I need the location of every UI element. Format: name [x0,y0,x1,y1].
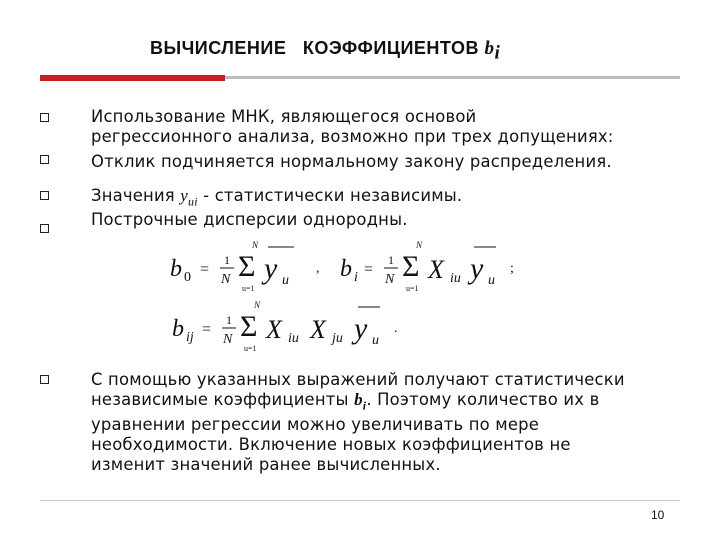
bullet-3-subscript: ui [188,194,198,209]
bullet-5-subscript: i [362,398,367,413]
f2-y-sub: u [488,273,495,288]
f3-y: y [354,312,368,345]
f2-den: N [385,272,395,287]
formula-bij [168,298,428,360]
f3-eq: = [202,321,212,338]
f3-lhs: b [172,316,184,342]
f2-x: X [428,255,444,284]
f3-lhs-sub: ij [186,330,194,345]
bullet-3-after: - статистически независимы. [197,186,463,205]
title-text: ВЫЧИСЛЕНИЕ КОЭФФИЦИЕНТОВ [150,38,485,58]
f1-tail: , [316,261,320,276]
f2-eq: = [364,261,374,278]
f3-num: 1 [226,313,232,327]
f1-num: 1 [224,253,230,267]
f2-lhs: b [340,256,352,282]
slide-title [150,38,500,65]
bullet-5-symbol: b [354,390,363,409]
f3-x1-sub: iu [288,331,299,346]
bullet-text-1: Использование МНК, являющегося основой регрессионного анализа, возможно при трех допущениях: [91,107,614,146]
f3-sum-bottom: u=1 [244,344,257,353]
f1-eq: = [200,261,210,278]
bullet-square-icon [40,191,49,200]
f1-lhs-sub: 0 [184,270,191,285]
f2-y: y [470,252,484,285]
bullet-3-before: Значения [91,186,181,205]
f1-y: y [264,252,278,285]
f3-tail: . [394,321,398,336]
f1-sigma: Σ [238,250,256,283]
f2-sum-bottom: u=1 [406,284,419,293]
f3-sigma: Σ [240,310,258,343]
f3-x1: X [266,315,282,344]
bullet-text-5 [91,370,716,475]
bullet-square-icon [40,224,49,233]
bullet-5-before: С помощью указанных выражений получают статистически независимые коэффициенты [91,370,625,409]
f1-sum-top: N [252,240,259,250]
f3-y-sub: u [372,333,379,348]
f2-sum-top: N [416,240,423,250]
bullet-square-icon [40,155,49,164]
f1-y-sub: u [282,273,289,288]
f1-lhs: b [170,256,182,282]
bullet-square-icon [40,113,49,122]
bullet-text-4: Построчные дисперсии однородны. [91,210,408,229]
bullet-text-2: Отклик подчиняется нормальному закону распределения. [91,152,612,171]
f3-den: N [223,332,233,347]
f2-x-sub: iu [450,271,461,286]
title-subscript: i [494,42,501,64]
f2-sigma: Σ [402,250,420,283]
f1-sum-bottom: u=1 [242,284,255,293]
bullet-5-after: . Поэтому количество их в уравнении регрессии можно увеличивать по мере необходимости. Включение новых коэффициентов не изменит значений ранее вычисленных. [91,390,600,475]
f2-num: 1 [388,253,394,267]
bullet-3-symbol: y [180,186,189,205]
title-accent-bar [40,75,225,81]
f3-sum-top: N [254,300,261,310]
title-underline [225,76,680,79]
footer-rule [40,500,680,501]
f3-x2-sub: ju [332,331,343,346]
f1-den: N [221,272,231,287]
formula-b0 [160,238,340,300]
page-number: 10 [651,508,665,522]
formula-bi [336,238,536,300]
bullet-square-icon [40,375,49,384]
f2-tail: ; [510,261,514,276]
f3-x2: X [310,315,326,344]
bullet-text-3 [91,186,716,211]
f2-lhs-sub: i [354,270,358,285]
title-symbol: b [484,38,495,59]
